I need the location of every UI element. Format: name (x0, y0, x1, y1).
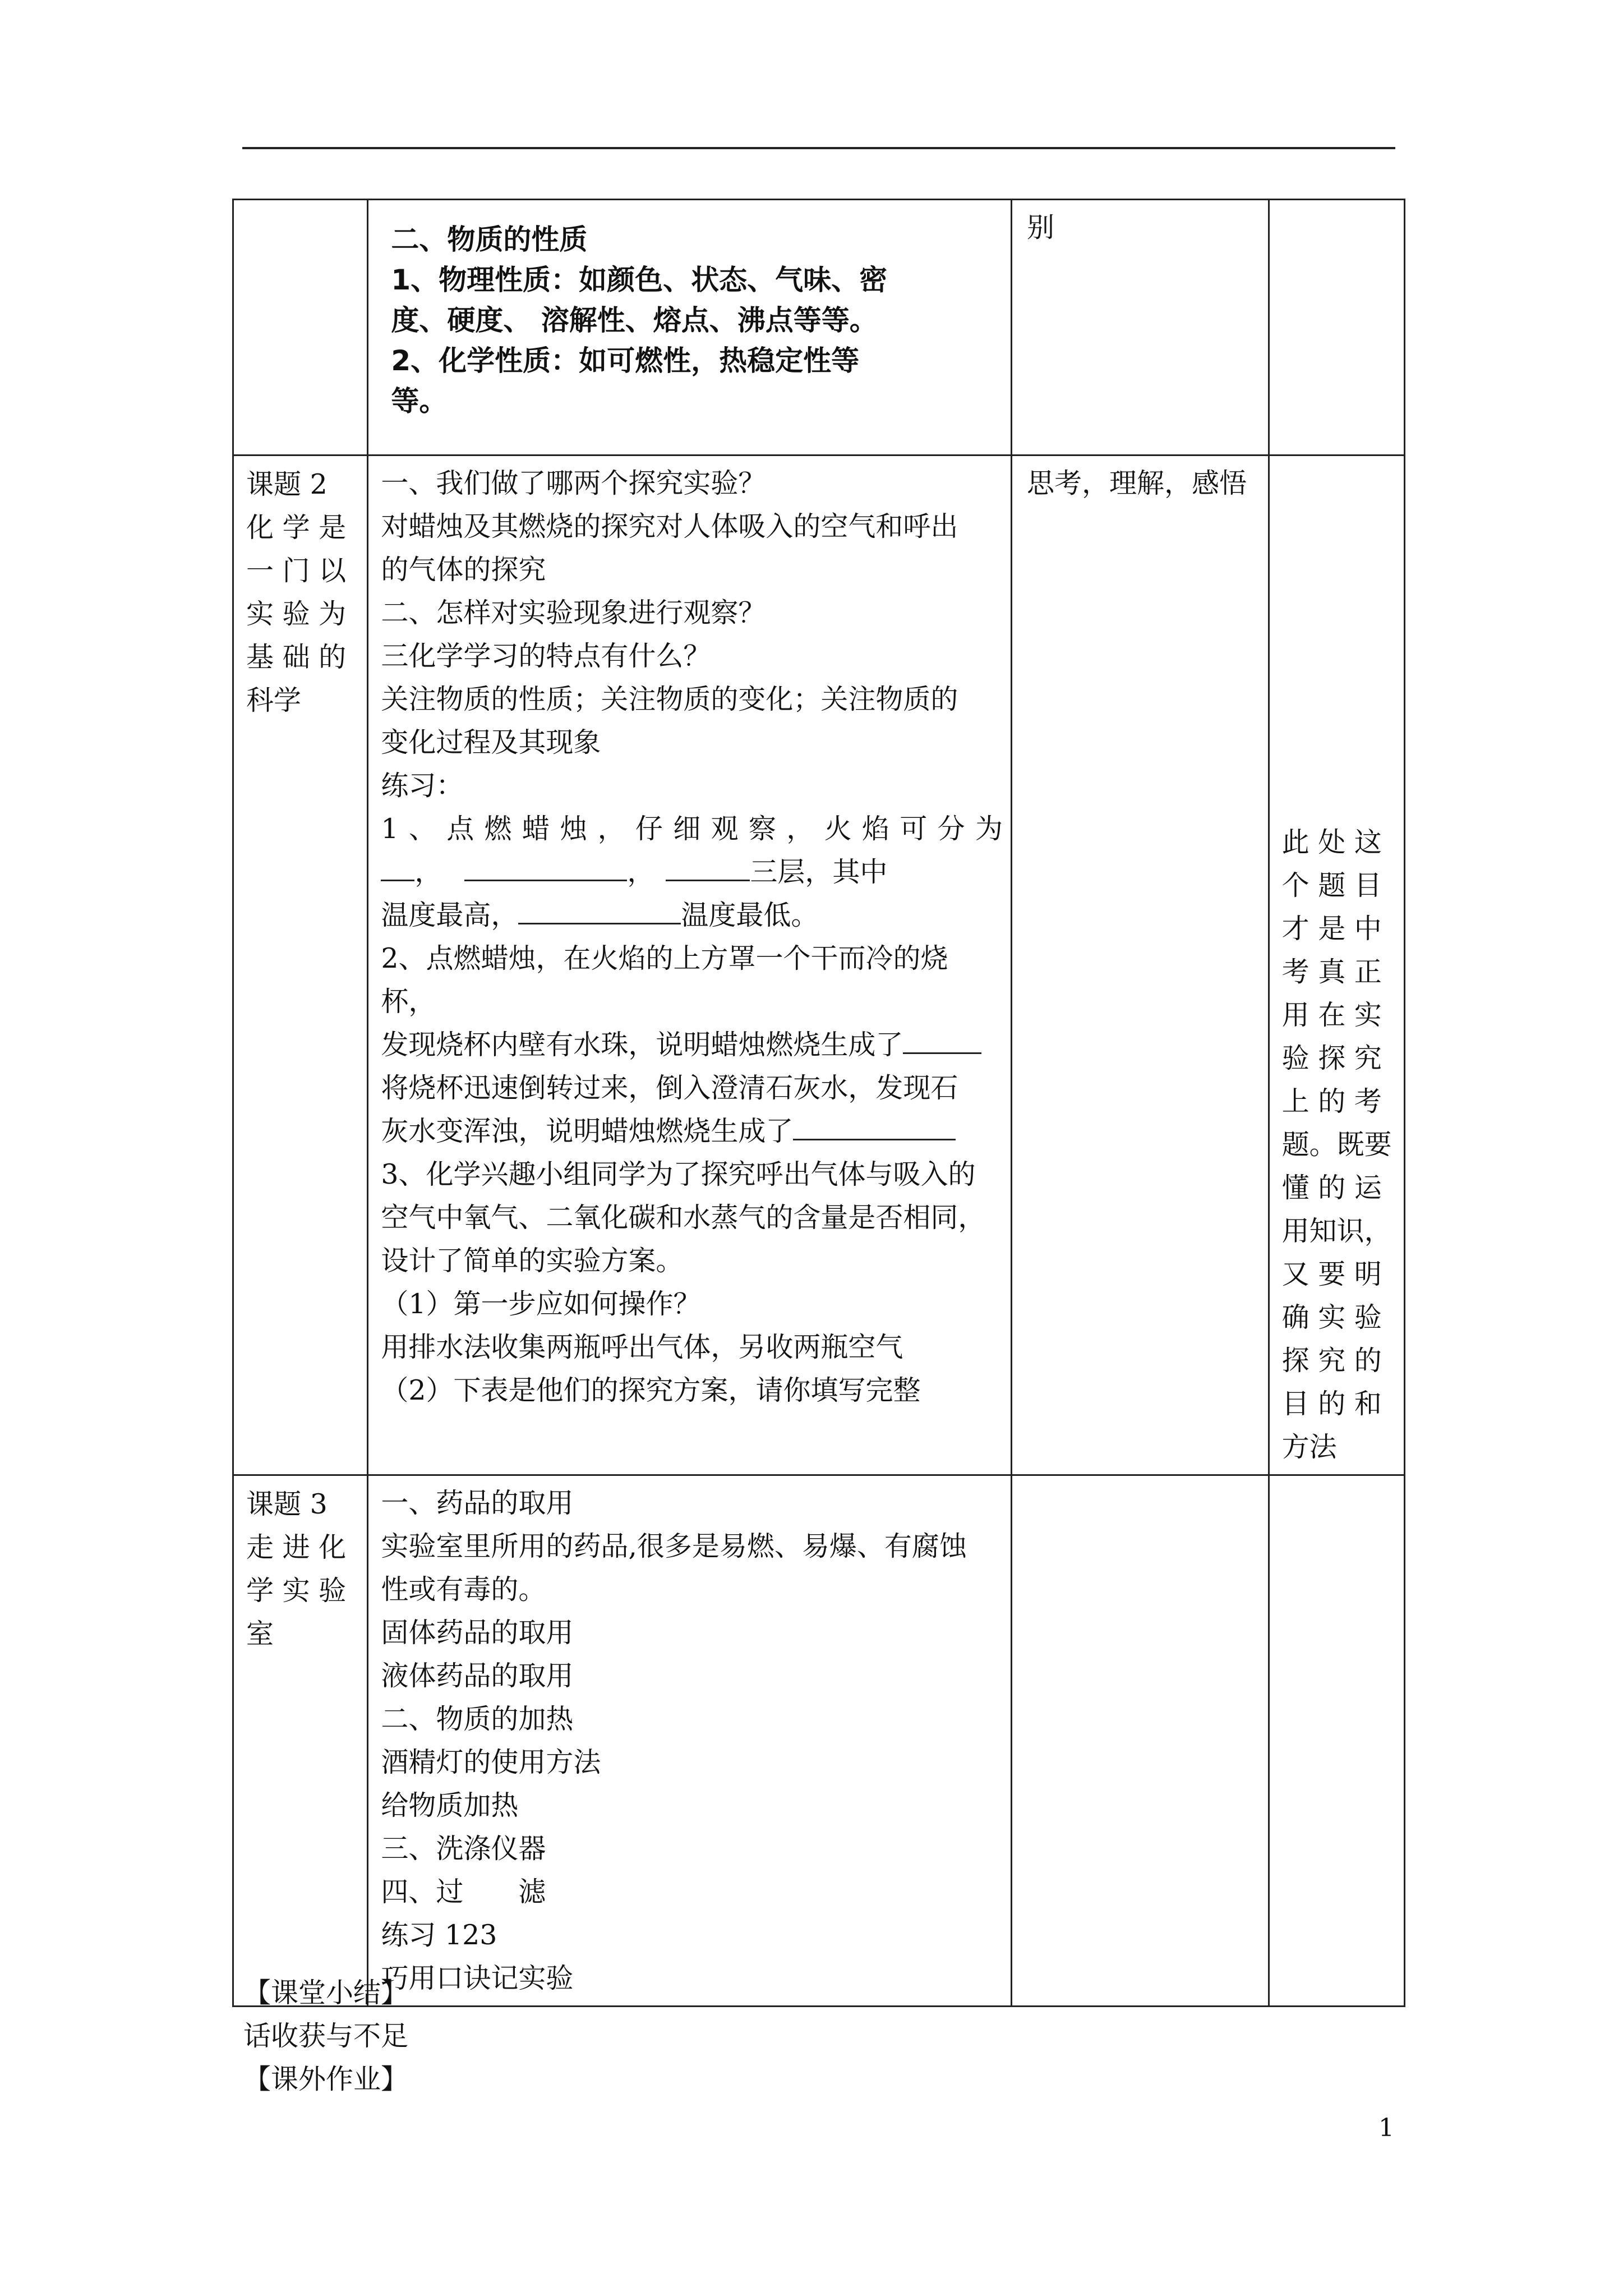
text-line: 等。 (391, 385, 448, 417)
lesson-table (232, 199, 1405, 2007)
activity-cell (1011, 455, 1269, 1475)
homework-heading: 【课外作业】 (243, 2063, 409, 2095)
answer-blank[interactable] (381, 850, 414, 881)
page-number: 1 (1378, 2114, 1394, 2142)
note-cell (1269, 200, 1404, 455)
topic-cell (233, 200, 368, 455)
teacher-note: 此 处 这 个 题 目 才 是 中 考 真 正 用 在 实 验 探 究 上 的 考 题。既要 懂 的 运 用知识， 又 要 明 确 实 验 探 究 的 目 的 和 方法 (1281, 826, 1392, 1463)
topic-cell (233, 455, 368, 1475)
properties-block (368, 200, 1011, 435)
fill-in-line: 发现烧杯内壁有水珠，说明蜡烛燃烧生成了 (381, 1023, 1003, 1066)
topic-title: 课题 2 化 学 是 一 门 以 实 验 为 基 础 的 科学 (246, 468, 347, 716)
content-cell (368, 455, 1012, 1475)
header-rule (242, 147, 1395, 149)
fill-in-line: ， ， 三层，其中 (381, 850, 1003, 894)
fill-in-line: 灰水变浑浊，说明蜡烛燃烧生成了 (381, 1110, 1003, 1153)
activity-cell (1011, 200, 1269, 455)
content-cell (368, 200, 1012, 455)
note-cell (1269, 455, 1404, 1475)
text-line: 二、物质的性质 (391, 223, 588, 256)
answer-blank[interactable] (666, 850, 750, 881)
table-row (233, 455, 1405, 1475)
fill-in-line: 温度最高， 温度最低。 (381, 894, 1003, 937)
answer-blank[interactable] (793, 1110, 956, 1140)
text-line: 1、物理性质：如颜色、状态、气味、密 (391, 264, 888, 296)
text-line: 度、硬度、 溶解性、熔点、沸点等等。 (391, 304, 878, 337)
lesson-content: 一、药品的取用 实验室里所用的药品,很多是易燃、易爆、有腐蚀 性或有毒的。 固体药品的取用 液体药品的取用 二、物质的加热 酒精灯的使用方法 给物质加热 三、洗涤仪器 四、过 滤 练习 123 巧用口诀记实验 (381, 1487, 967, 1994)
topic-cell (233, 1475, 368, 2007)
lesson-content: 一、我们做了哪两个探究实验？ 对蜡烛及其燃烧的探究对人体吸入的空气和呼出 的气体的探究 二、怎样对实验现象进行观察？ 三化学学习的特点有什么？ 关注物质的性质；关注物质的变化；关注物质的 变化过程及其现象 练习： 1、点燃蜡烛，仔细观察，火焰可分为 ， ， 三层，其中 温度最高， 温度最低。 2、点燃蜡烛，在火焰的上方罩一个干而冷的烧杯， 发现烧杯内壁有水珠，说明蜡烛燃烧生成了 将烧杯迅速倒转过来，倒入澄清石灰水，发现石 灰水变浑浊，说明蜡烛燃烧生成了 3、化学兴趣小组同学为了探究呼出气体与吸入的 空气中氧气、二氧化碳和水蒸气的含量是否相同， 设计了简单的实验方案。 （1）第一步应如何操作？ 用排水法收集两瓶呼出气体，另收两瓶空气 （2）下表是他们的探究方案，请你填写完整 (381, 467, 1003, 1406)
summary-text: 话收获与不足 (243, 2020, 409, 2052)
after-table-section (243, 1971, 408, 2101)
text-line: 2、化学性质：如可燃性，热稳定性等 (391, 344, 860, 377)
activity-text: 别 (1026, 211, 1054, 243)
content-cell (368, 1475, 1012, 2007)
topic-title: 课题 3 走 进 化 学 实 验 室 (246, 1488, 347, 1650)
summary-heading: 【课堂小结】 (243, 1977, 409, 2009)
activity-text: 思考，理解，感悟 (1026, 467, 1247, 499)
table-row (233, 1475, 1405, 2007)
answer-blank[interactable] (464, 850, 627, 881)
answer-blank[interactable] (518, 894, 681, 924)
answer-blank[interactable] (903, 1023, 981, 1054)
activity-cell (1011, 1475, 1269, 2007)
table-row (233, 200, 1405, 455)
note-cell (1269, 1475, 1404, 2007)
